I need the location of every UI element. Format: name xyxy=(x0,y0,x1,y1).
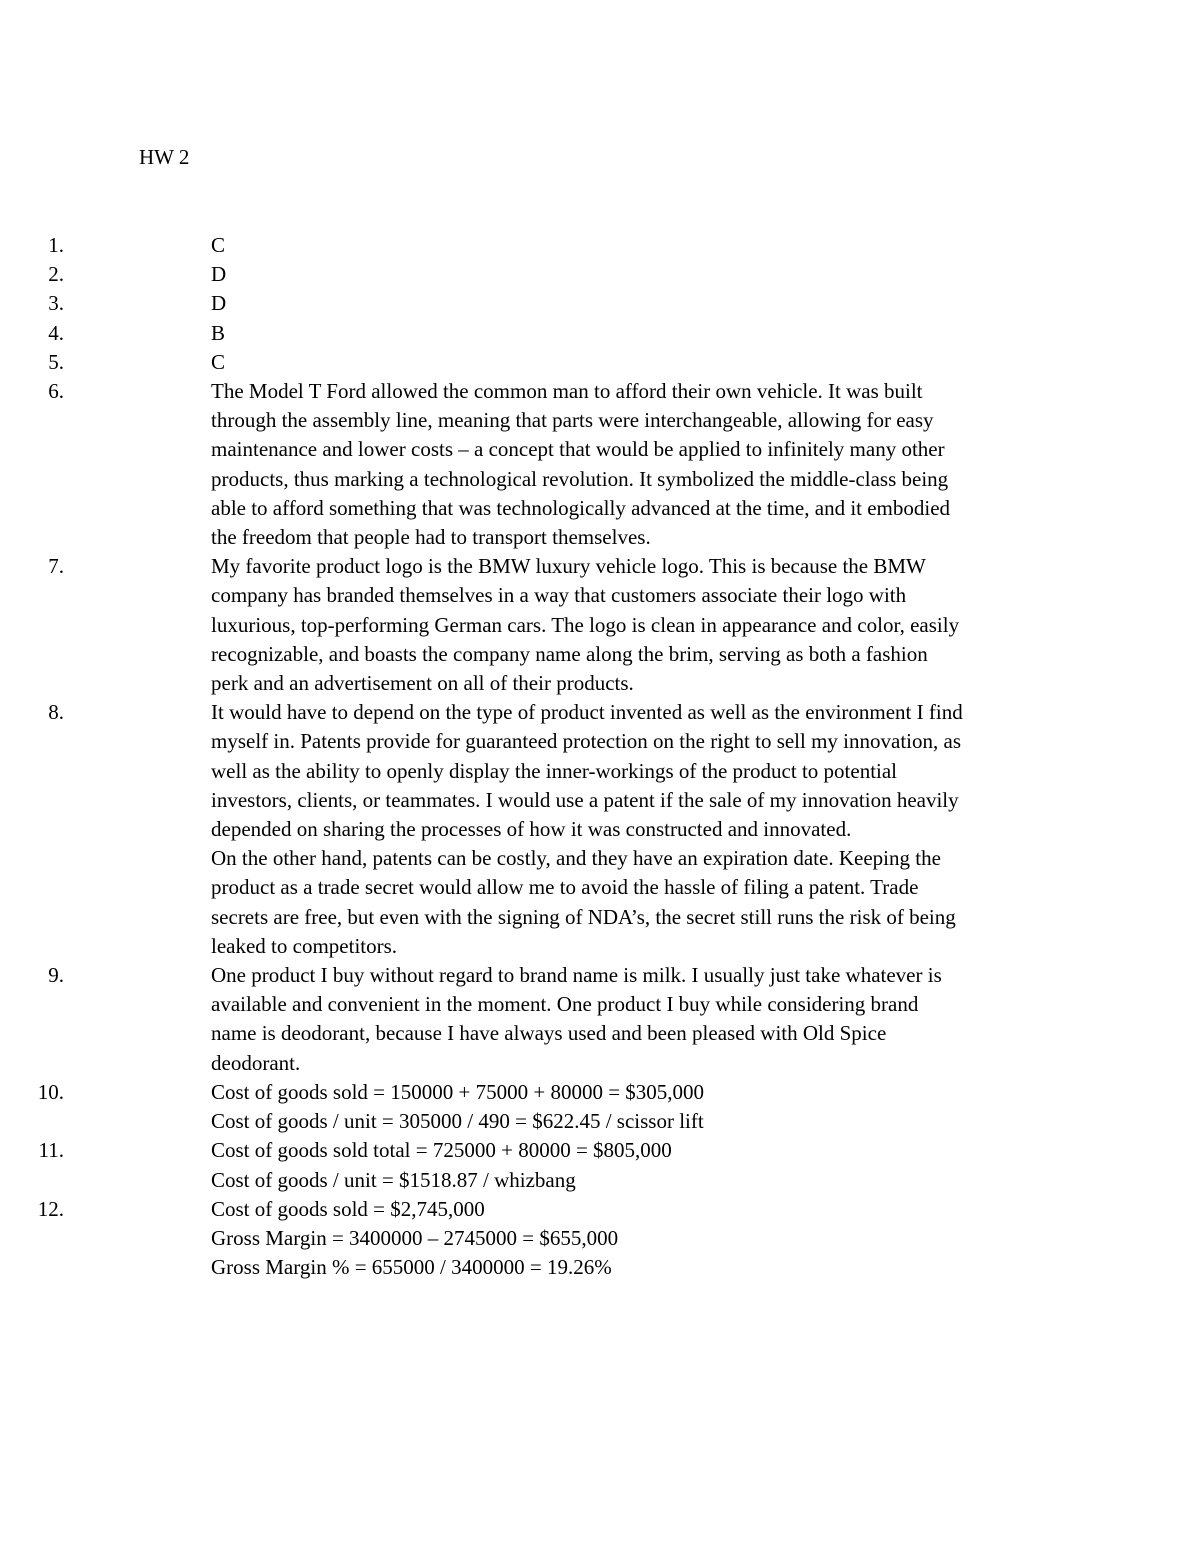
answer-text-line: Gross Margin % = 655000 / 3400000 = 19.26% xyxy=(211,1255,612,1280)
answer-item xyxy=(0,260,1071,289)
answer-text-line: able to afford something that was technologically advanced at the time, and it embodied xyxy=(211,495,951,520)
answer-number: 3. xyxy=(48,291,64,316)
answer-number: 6. xyxy=(48,379,64,404)
answer-text-line: deodorant. xyxy=(211,1050,301,1075)
answer-number: 12. xyxy=(37,1196,64,1221)
answer-item xyxy=(0,377,1071,552)
answer-item xyxy=(0,961,1071,1078)
answer-item xyxy=(0,552,1071,698)
answer-text-line: B xyxy=(211,320,226,345)
answer-text-line: well as the ability to openly display the inner-workings of the product to potential xyxy=(211,758,898,783)
answer-number: 1. xyxy=(48,233,64,257)
answer-text-line: the freedom that people had to transport themselves. xyxy=(211,525,651,550)
answer-text-line: maintenance and lower costs – a concept that would be applied to infinitely many other xyxy=(211,437,945,462)
answer-text-line: C xyxy=(211,233,226,257)
answer-text-line: On the other hand, patents can be costly, and they have an expiration date. Keeping the xyxy=(211,846,941,871)
answer-text-line: products, thus marking a technological revolution. It symbolized the middle-class being xyxy=(211,466,949,491)
answer-text-line: D xyxy=(211,291,227,316)
answer-text-line: available and convenient in the moment. One product I buy while considering brand xyxy=(211,992,919,1017)
answer-number: 11. xyxy=(38,1138,64,1163)
answer-item xyxy=(0,348,1071,377)
answer-number: 7. xyxy=(48,554,64,579)
answer-text-line: name is deodorant, because I have always used and been pleased with Old Spice xyxy=(211,1021,887,1046)
answer-text-line: My favorite product logo is the BMW luxury vehicle logo. This is because the BMW xyxy=(211,554,926,579)
answer-item xyxy=(0,1136,1071,1194)
answer-text-line: Cost of goods / unit = $1518.87 / whizbang xyxy=(211,1167,576,1192)
answer-text-line: investors, clients, or teammates. I would use a patent if the sale of my innovation heavily xyxy=(211,787,959,812)
answer-list xyxy=(0,231,1200,1282)
answer-text-line: Gross Margin = 3400000 – 2745000 = $655,000 xyxy=(211,1225,619,1250)
answer-text-line: through the assembly line, meaning that parts were interchangeable, allowing for easy xyxy=(211,408,934,433)
answer-number: 8. xyxy=(48,700,64,725)
answer-text-line: myself in. Patents provide for guaranteed protection on the right to sell my innovation, as xyxy=(211,729,962,754)
answer-text-line: One product I buy without regard to brand name is milk. I usually just take whatever is xyxy=(211,963,942,988)
answer-text-line: The Model T Ford allowed the common man to afford their own vehicle. It was built xyxy=(211,379,923,404)
answer-item xyxy=(0,289,1071,318)
answer-text-line: depended on sharing the processes of how it was constructed and innovated. xyxy=(211,817,852,842)
answer-item xyxy=(0,319,1071,348)
answer-text-line: leaked to competitors. xyxy=(211,933,398,958)
answer-number: 9. xyxy=(48,963,64,988)
answer-text-line: Cost of goods sold = $2,745,000 xyxy=(211,1196,485,1221)
answer-item xyxy=(0,231,1071,260)
answer-number: 2. xyxy=(48,262,64,287)
answer-item xyxy=(0,698,1071,961)
answer-number: 5. xyxy=(48,349,64,374)
answer-text-line: C xyxy=(211,349,226,374)
answer-text-line: D xyxy=(211,262,227,287)
answer-text-line: Cost of goods sold total = 725000 + 80000 = $805,000 xyxy=(211,1138,672,1163)
answer-number: 4. xyxy=(48,320,64,345)
answer-text-line: perk and an advertisement on all of their products. xyxy=(211,671,634,696)
answer-text-line: Cost of goods sold = 150000 + 75000 + 80000 = $305,000 xyxy=(211,1079,705,1104)
answer-text-line: It would have to depend on the type of product invented as well as the environment I find xyxy=(211,700,963,725)
answer-text-line: Cost of goods / unit = 305000 / 490 = $622.45 / scissor lift xyxy=(211,1109,704,1134)
answer-number: 10. xyxy=(37,1079,64,1104)
answer-text-line: product as a trade secret would allow me to avoid the hassle of filing a patent. Trade xyxy=(211,875,919,900)
answer-item xyxy=(0,1195,1071,1283)
answer-text-line: secrets are free, but even with the signing of NDA’s, the secret still runs the risk of being xyxy=(211,904,956,929)
answer-text-line: recognizable, and boasts the company name along the brim, serving as both a fashion xyxy=(211,641,928,666)
answer-item xyxy=(0,1078,1071,1136)
answer-text-line: company has branded themselves in a way that customers associate their logo with xyxy=(211,583,907,608)
answer-text-line: luxurious, top-performing German cars. The logo is clean in appearance and color, easily xyxy=(211,612,960,637)
document-title: HW 2 xyxy=(139,145,190,169)
